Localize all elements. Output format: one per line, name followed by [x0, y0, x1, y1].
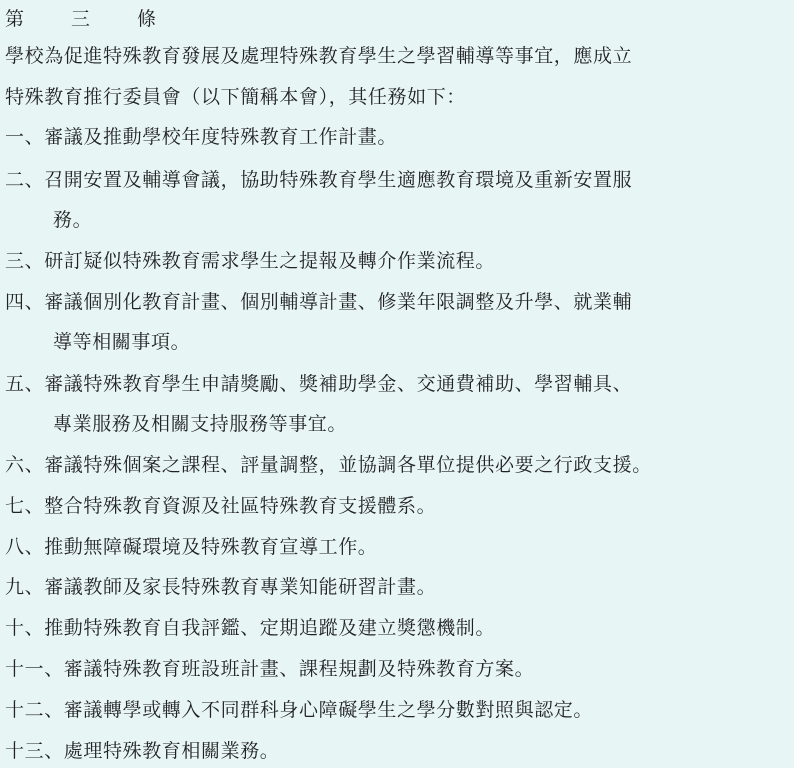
list-item-4: 四、審議個別化教育計畫、個別輔導計畫、修業年限調整及升學、就業輔	[5, 291, 633, 313]
intro-line: 特殊教育推行委員會（以下簡稱本會），其任務如下：	[5, 86, 466, 108]
list-item-7: 七、整合特殊教育資源及社區特殊教育支援體系。	[5, 495, 437, 517]
article-heading: 第 三 條	[5, 8, 171, 30]
list-item-4-continuation: 導等相關事項。	[53, 331, 191, 353]
list-item-5-continuation: 專業服務及相關支持服務等事宜。	[53, 413, 348, 435]
list-item-2-continuation: 務。	[53, 209, 93, 231]
list-item-5: 五、審議特殊教育學生申請獎勵、獎補助學金、交通費補助、學習輔具、	[5, 373, 633, 395]
list-item-10: 十、推動特殊教育自我評鑑、定期追蹤及建立獎懲機制。	[5, 617, 496, 639]
list-item-6: 六、審議特殊個案之課程、評量調整，並協調各單位提供必要之行政支援。	[5, 454, 652, 476]
list-item-2: 二、召開安置及輔導會議，協助特殊教育學生適應教育環境及重新安置服	[5, 169, 633, 191]
list-item-9: 九、審議教師及家長特殊教育專業知能研習計畫。	[5, 576, 437, 598]
list-item-12: 十二、審議轉學或轉入不同群科身心障礙學生之學分數對照與認定。	[5, 699, 594, 721]
list-item-13: 十三、處理特殊教育相關業務。	[5, 740, 280, 762]
list-item-8: 八、推動無障礙環境及特殊教育宣導工作。	[5, 536, 378, 558]
list-item-3: 三、研訂疑似特殊教育需求學生之提報及轉介作業流程。	[5, 250, 496, 272]
intro-line: 學校為促進特殊教育發展及處理特殊教育學生之學習輔導等事宜，應成立	[5, 45, 633, 67]
list-item-1: 一、審議及推動學校年度特殊教育工作計畫。	[5, 126, 398, 148]
list-item-11: 十一、審議特殊教育班設班計畫、課程規劃及特殊教育方案。	[5, 658, 535, 680]
